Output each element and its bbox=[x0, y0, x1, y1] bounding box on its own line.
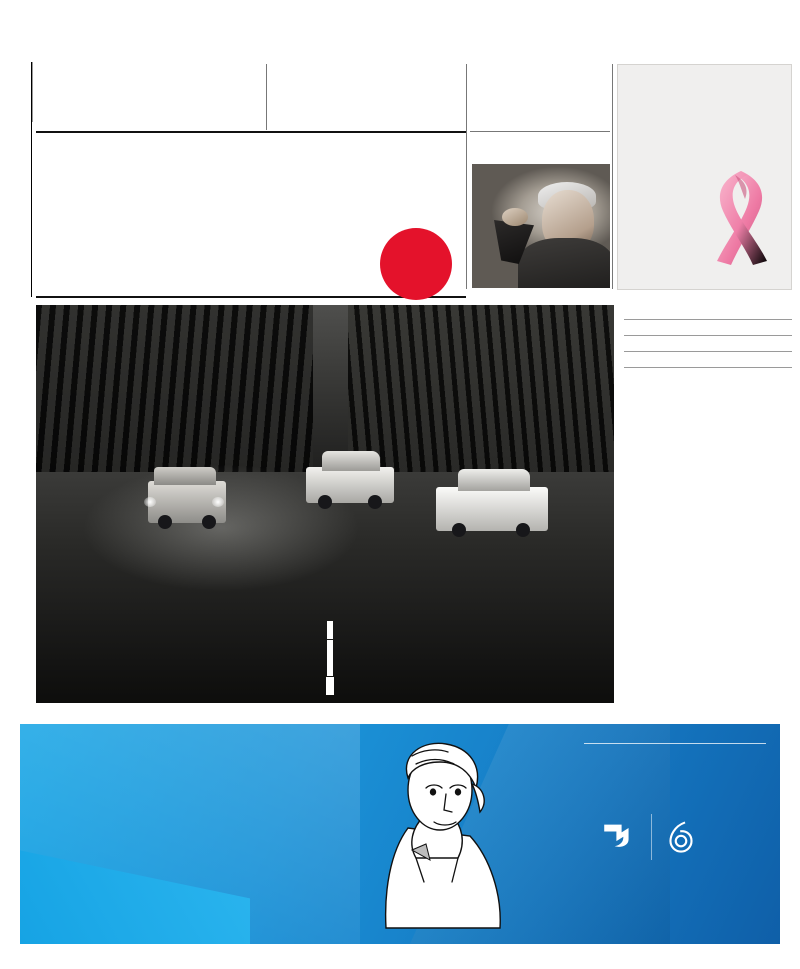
anniversary-65-icon bbox=[664, 818, 698, 856]
news-item-3[interactable] bbox=[624, 344, 792, 352]
price-block bbox=[36, 64, 106, 66]
autopromo-subtext bbox=[618, 74, 696, 82]
news-item-1[interactable] bbox=[624, 312, 792, 320]
photo-hand bbox=[502, 208, 528, 226]
ad-logo-divider bbox=[651, 814, 652, 860]
autopromo-box[interactable] bbox=[617, 64, 792, 290]
horizontal-rule-top bbox=[36, 131, 466, 133]
vertical-divider-1 bbox=[266, 64, 267, 130]
lead-story[interactable] bbox=[36, 305, 614, 703]
teaser-photo bbox=[472, 164, 610, 288]
vertical-divider-2 bbox=[466, 64, 467, 289]
photo-body bbox=[518, 238, 610, 288]
ad-text-block bbox=[540, 728, 780, 748]
vertical-divider-3 bbox=[612, 64, 613, 289]
photo-car-left bbox=[148, 481, 226, 523]
totalizator-arrow-icon bbox=[599, 820, 639, 850]
pages-badge bbox=[380, 228, 452, 300]
ad-logos bbox=[556, 806, 746, 868]
caption-line-1 bbox=[329, 623, 331, 637]
price-divider bbox=[32, 62, 33, 122]
caption-line-2 bbox=[329, 642, 331, 656]
teaser-pension[interactable] bbox=[472, 78, 610, 84]
chopin-illustration bbox=[350, 732, 530, 932]
news-item-4[interactable] bbox=[624, 360, 792, 368]
edition-rail bbox=[10, 62, 32, 297]
caption-line-3 bbox=[329, 660, 331, 674]
pink-ribbon-icon bbox=[705, 157, 777, 269]
totalizator-logo bbox=[599, 820, 639, 855]
anniversary-logo bbox=[664, 818, 703, 856]
news-item-2[interactable] bbox=[624, 328, 792, 336]
ad-rule bbox=[584, 743, 766, 744]
teaser-rule bbox=[470, 131, 610, 132]
masthead bbox=[36, 142, 436, 252]
photo-car-middle bbox=[306, 467, 394, 503]
ad-title bbox=[540, 728, 780, 740]
news-column bbox=[624, 305, 792, 376]
lead-caption bbox=[60, 621, 600, 695]
photo-car-right bbox=[436, 487, 548, 531]
